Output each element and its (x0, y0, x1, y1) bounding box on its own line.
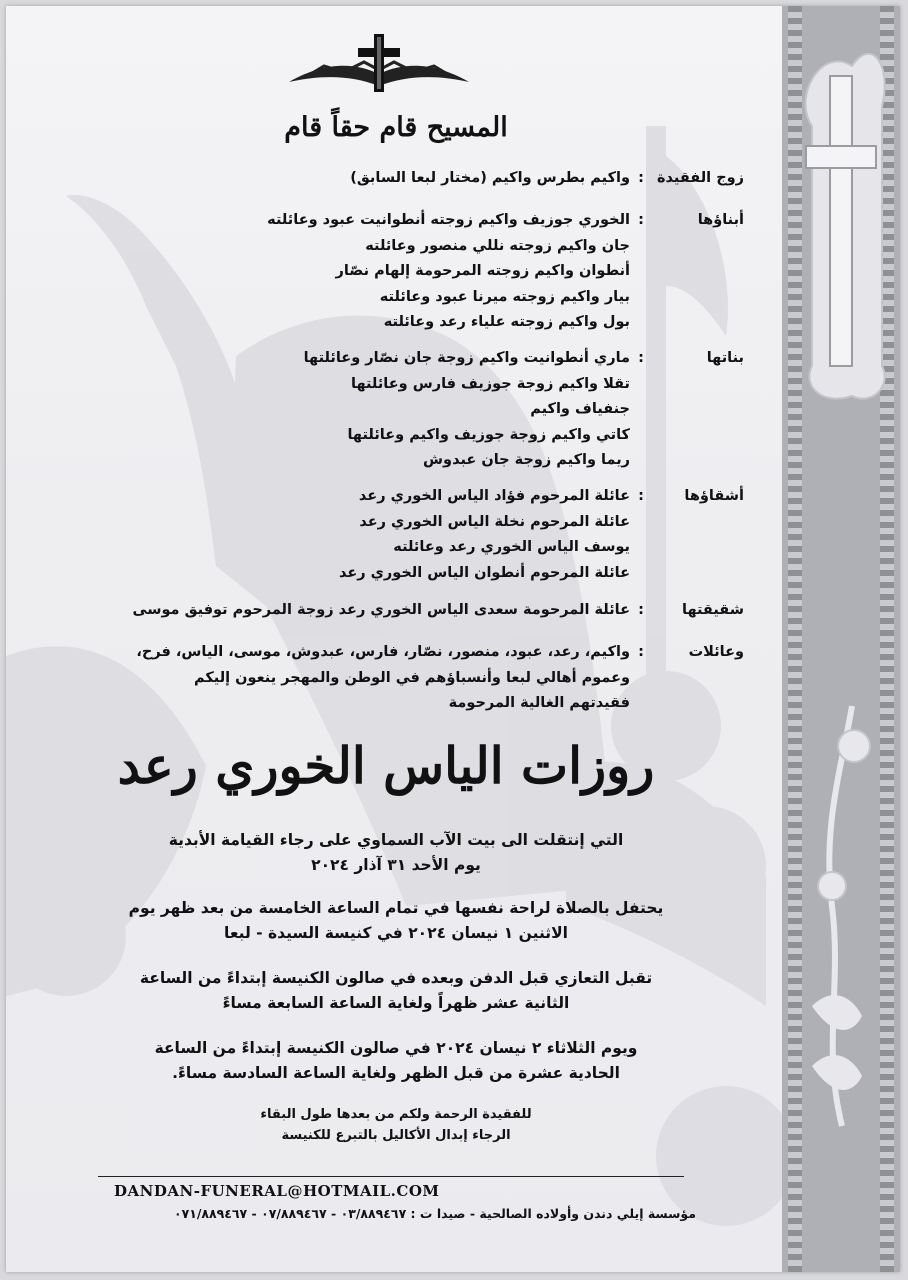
border-cross-icon (782, 6, 900, 1272)
closing-line: الرجاء إبدال الأكاليل بالتبرع للكنيسة (281, 1128, 511, 1143)
family-name-line: تقلا واكيم زوجة جوزيف فارس وعائلتها (351, 375, 630, 392)
family-name-line: عائلة المرحوم نخلة الياس الخوري رعد (359, 513, 630, 530)
family-label: شقيقتها (682, 602, 744, 618)
condolences-second-day (106, 1036, 686, 1086)
condolences-line: تقبل التعازي قبل الدفن وبعده في صالون الكنيسة إبتداءً من الساعة (139, 969, 653, 987)
family-name-line: واكيم بطرس واكيم (مختار لبعا السابق) (350, 170, 630, 186)
closing-wishes (106, 1104, 686, 1146)
family-names (66, 598, 630, 624)
footer-email: DANDAN-FUNERAL@HOTMAIL.COM (114, 1182, 440, 1200)
family-names (66, 208, 630, 336)
family-row-sons (66, 208, 744, 336)
label-colon: : (638, 212, 644, 228)
family-name-line: يوسف الياس الخوري رعد وعائلته (393, 539, 630, 555)
family-label: أشقاؤها (684, 488, 744, 504)
label-colon: : (638, 644, 644, 660)
label-colon: : (638, 488, 644, 504)
family-names (66, 484, 630, 586)
cross-ornament-icon (284, 32, 474, 96)
funeral-line: يحتفل بالصلاة لراحة نفسها في تمام الساعة الخامسة من بعد ظهر يوم (128, 899, 664, 917)
decorative-border (782, 6, 900, 1272)
family-row-sister (66, 598, 744, 624)
condolences-line: الثانية عشر ظهراً ولغاية الساعة السابعة مساءً (222, 994, 570, 1012)
family-name-line: جنفياف واكيم (530, 401, 630, 417)
footer-divider (98, 1176, 684, 1177)
funeral-notice (106, 896, 686, 946)
obituary-content (6, 6, 786, 1272)
motto-heading: المسيح قام حقاً قام (284, 112, 508, 143)
family-name-line: عائلة المرحوم أنطوان الياس الخوري رعد (338, 564, 630, 581)
family-names (66, 640, 630, 717)
family-name-line: ماري أنطوانيت واكيم زوجة جان نصّار وعائلتها (303, 350, 630, 366)
family-name-line: بول واكيم زوجته علياء رعد وعائلته (383, 314, 630, 330)
family-label: وعائلات (688, 644, 744, 660)
family-names (66, 346, 630, 474)
death-line: التي إنتقلت الى بيت الآب السماوي على رجاء القيامة الأبدية (168, 831, 624, 849)
family-label: أبناؤها (697, 212, 744, 228)
death-notice (106, 828, 686, 878)
family-name-line: عائلة المرحومة سعدى الياس الخوري رعد زوجة المرحوم توفيق موسى (132, 602, 630, 618)
family-name-line: ريما واكيم زوجة جان عبدوش (423, 452, 630, 468)
family-name-line: أنطوان واكيم زوجته المرحومة إلهام نصّار (335, 263, 630, 279)
family-name-line: جان واكيم زوجته نللي منصور وعائلته (365, 237, 630, 254)
label-colon: : (638, 602, 644, 618)
family-name-line: عائلة المرحوم فؤاد الياس الخوري رعد (358, 488, 630, 504)
family-name-line: كاتي واكيم زوجة جوزيف واكيم وعائلتها (347, 426, 630, 443)
family-row-daughters (66, 346, 744, 474)
label-colon: : (638, 170, 644, 186)
closing-line: للفقيدة الرحمة ولكم من بعدها طول البقاء (260, 1107, 532, 1122)
footer-address: مؤسسة إيلي دندن وأولاده الصالحية - صيدا ت : ٠٣/٨٨٩٤٦٧ - ٠٧/٨٨٩٤٦٧ - ٠٧١/٨٨٩٤٦٧ (173, 1206, 696, 1221)
death-date: يوم الأحد ٣١ آذار ٢٠٢٤ (311, 856, 481, 874)
family-name-line: واكيم، رعد، عبود، منصور، نصّار، فارس، عبدوش، موسى، الياس، فرح، (136, 644, 630, 660)
deceased-name: روزات الياس الخوري رعد (117, 736, 655, 795)
family-row-families (66, 640, 744, 717)
label-colon: : (638, 350, 644, 366)
condolences-first-day (106, 966, 686, 1016)
family-label: بناتها (706, 350, 744, 366)
family-name-line: وعموم أهالي لبعا وأنسباؤهم في الوطن والمهجر ينعون إليكم (193, 669, 630, 686)
family-name-line: فقيدتهم الغالية المرحومة (448, 695, 630, 711)
family-name-line: بيار واكيم زوجته ميرنا عبود وعائلته (379, 288, 630, 305)
condolences-line: ويوم الثلاثاء ٢ نيسان ٢٠٢٤ في صالون الكنيسة إبتداءً من الساعة (154, 1039, 638, 1057)
family-names (66, 166, 630, 192)
family-row-brothers (66, 484, 744, 586)
family-name-line: الخوري جوزيف واكيم زوجته أنطوانيت عبود وعائلته (267, 212, 630, 228)
family-label: زوج الفقيدة (657, 170, 744, 186)
family-row-husband (66, 166, 744, 192)
obituary-sheet (6, 6, 900, 1272)
condolences-line: الحادية عشرة من قبل الظهر ولغاية الساعة السادسة مساءً. (172, 1064, 620, 1082)
funeral-date-place: الاثنين ١ نيسان ٢٠٢٤ في كنيسة السيدة - لبعا (224, 924, 568, 942)
